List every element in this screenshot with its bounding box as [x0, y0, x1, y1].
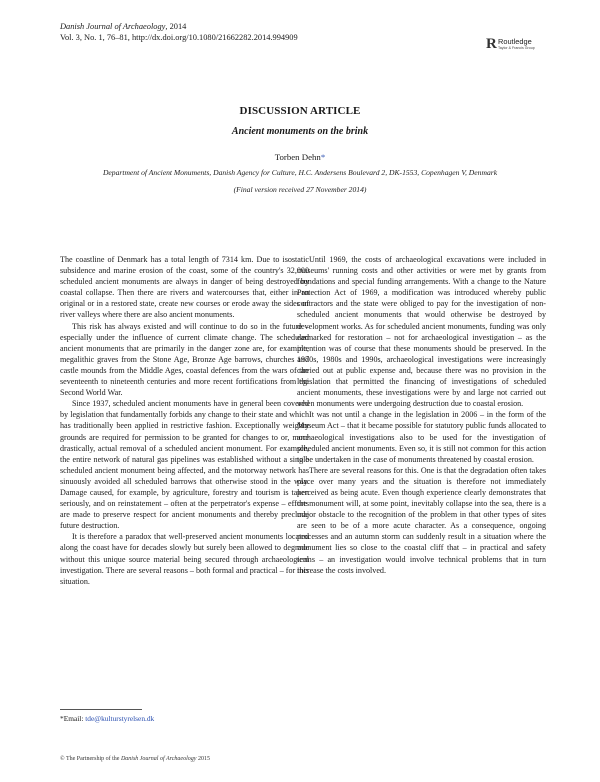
footnote: [60, 714, 154, 723]
article-author: [0, 152, 600, 162]
publisher-subline: Taylor & Francis Group: [498, 46, 535, 50]
body-left-column: [60, 254, 309, 587]
paragraph: The coastline of Denmark has a total length of 7314 km. Due to isostatic subsidence and marine erosion of the coast, some of the country's 32,000 scheduled ancient monuments are always in danger of being destroyed by coastal collapse. Then there are rivers and watercourses that, either in an original or in a restored state, create new courses or erode away the sides of river valleys where there are also ancient monuments.: [60, 255, 309, 320]
paragraph: Since 1937, scheduled ancient monuments have in general been covered by legislation that fundamentally forbids any change to their state and which has traditionally been applied in restrictive fashion. Exceptionally weighty grounds are required for permission to be granted for changes to or, more drastically, actual removal of a scheduled ancient monument. For example, the entire network of natural gas pipelines was established without a single scheduled ancient monument being affected, and the motorway network has sinuously avoided all scheduled barrows that otherwise stood in the way. Damage caused, for example, by agriculture, forestry and tourism is taken seriously, and on reinstatement – often at the perpetrator's expense – efforts are made to preserve respect for ancient monuments and thereby preclude future destruction.: [60, 399, 309, 531]
publisher-name: Routledge: [498, 37, 532, 46]
journal-year: , 2014: [165, 22, 187, 31]
author-email-link[interactable]: tde@kulturstyrelsen.dk: [85, 714, 155, 723]
routledge-logo-icon: R: [486, 36, 497, 52]
received-date: (Final version received 27 November 2014): [233, 185, 367, 194]
journal-citation[interactable]: Vol. 3, No. 1, 76–81, http://dx.doi.org/10.1080/21662282.2014.994909: [60, 32, 298, 42]
article-title: Ancient monuments on the brink: [231, 126, 369, 137]
publisher-logo: [486, 37, 546, 57]
body-right-column: [297, 254, 546, 576]
copyright-prefix: © The Partnership of the: [60, 756, 121, 762]
article-type: DISCUSSION ARTICLE: [239, 105, 361, 117]
footnote-label: *Email:: [60, 714, 86, 723]
paragraph: Until 1969, the costs of archaeological excavations were included in museums' running costs and other activities or were met by grants from foundations and special funding arrangements. With a change to the Nature Protection Act of 1969, a modification was introduced whereby public contractors and the state were obliged to pay for the investigation of non-scheduled ancient monuments that would otherwise be destroyed by development works. As for scheduled ancient monuments, funding was only earmarked for restoration – not for archaeological investigation – as the intention was of course that these monuments should be preserved. In the 1970s, 1980s and 1990s, archaeological investigations were increasingly carried out at public expense and, because there was no provision in the legislation that permitted the financing of investigations of scheduled ancient monuments, these investigations were by and large not carried out when monuments were undergoing destruction due to coastal erosion.: [297, 255, 546, 409]
copyright-notice: [60, 756, 210, 762]
paragraph: This risk has always existed and will continue to do so in the future – especially under the influence of current climate change. The scheduled ancient monuments that are primarily in the danger zone are, for example, megalithic graves from the Stone Age, Bronze Age barrows, churches and castle mounds from the Middle Ages, coastal defences from the wars of the seventeenth to nineteenth centuries and more recent fortifications from the Second World War.: [60, 321, 309, 398]
paragraph: There are several reasons for this. One is that the degradation often takes place over many years and the situation is therefore not immediately perceived as being acute. Even though experience clearly demonstrates that the monument will, at some point, inevitably collapse into the sea, there is a major obstacle to the recognition of the problem in that other types of sites are seen to be of a more acute character. As a consequence, ongoing processes and an autumn storm can suddenly result in a situation where the monument lies so close to the coastal cliff that – in practical and safety terms – an investigation would involve technical problems that in turn increase the costs involved.: [297, 465, 546, 575]
copyright-journal: Danish Journal of Archaeology: [120, 756, 197, 762]
copyright-year: 2015: [196, 756, 210, 762]
author-name: Torben Dehn: [274, 152, 321, 162]
paragraph: It was not until a change in the legislation in 2006 – in the form of the Museum Act – that it became possible for statutory public funds allocated to archaeological investigations also to be used for the investigation of scheduled ancient monuments. Even so, it is still not common for this action to be undertaken in the case of monuments threatened by coastal erosion.: [297, 410, 546, 464]
journal-header: [60, 22, 298, 43]
author-footnote-mark[interactable]: *: [320, 152, 326, 162]
journal-name: Danish Journal of Archaeology: [60, 22, 166, 31]
paragraph: It is therefore a paradox that well-preserved ancient monuments located along the coast have for decades slowly but surely been allowed to degrade without this unique source material being secured through archaeological investigation. There are several reasons – both formal and practical – for this situation.: [60, 532, 309, 586]
author-affiliation: Department of Ancient Monuments, Danish Agency for Culture, H.C. Andersens Boulevard 2, DK-1553, Copenhagen V, Denmark: [102, 168, 498, 177]
footnote-divider: [60, 709, 142, 710]
